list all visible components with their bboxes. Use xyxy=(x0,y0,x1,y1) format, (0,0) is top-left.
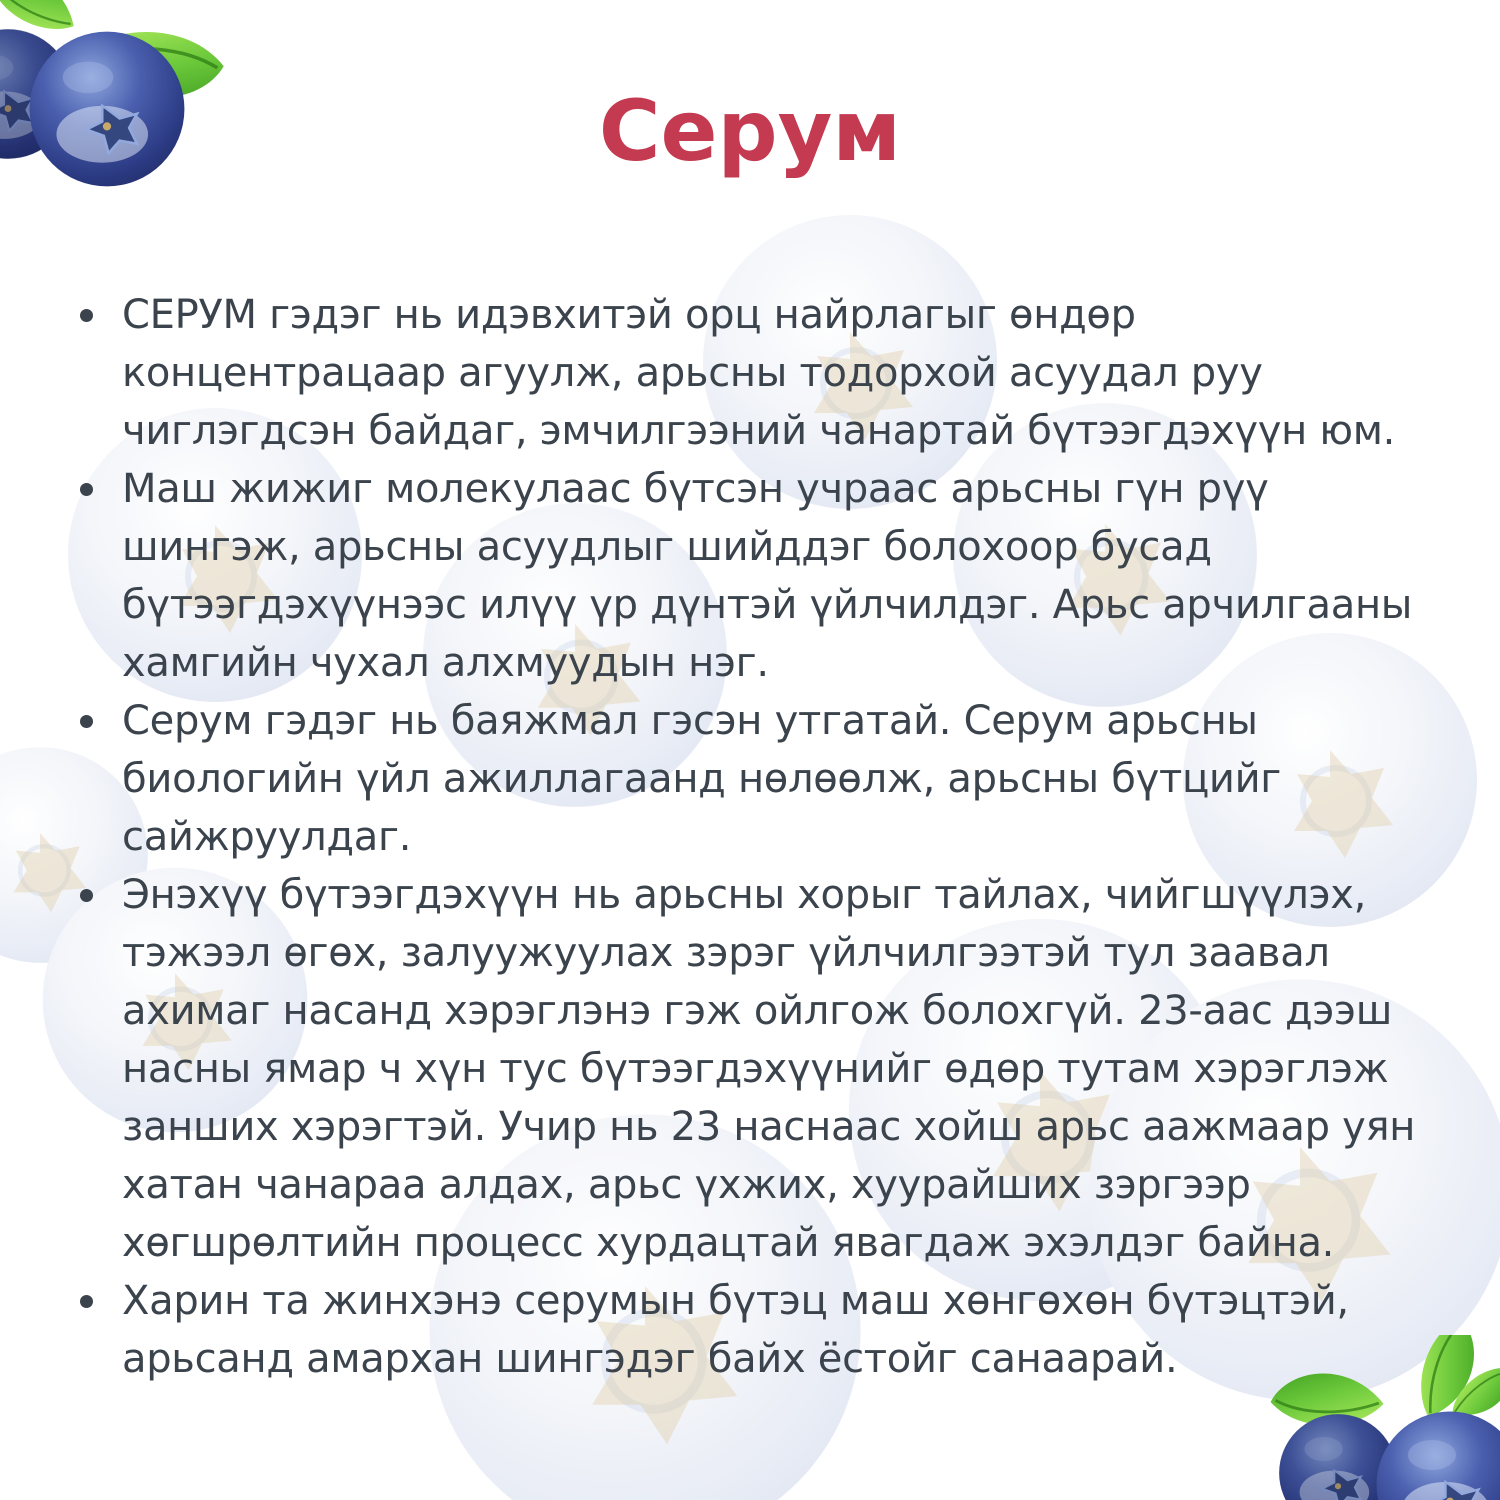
bullet-item: Харин та жинхэнэ серумын бүтэц маш хөнгөхөн бүтэцтэй, арьсанд амархан шингэдэг байх ёстойг санаарай. xyxy=(78,1272,1444,1388)
blueberry-icon xyxy=(1377,1412,1500,1500)
bullet-item: СЕРУМ гэдэг нь идэвхитэй орц найрлагыг өндөр концентрацаар агуулж, арьсны тодорхой асуудал руу чиглэгдсэн байдаг, эмчилгээний чанартай бүтээгдэхүүн юм. xyxy=(78,286,1444,460)
blueberries-top-left-image xyxy=(0,0,250,210)
bullet-item: Серум гэдэг нь баяжмал гэсэн утгатай. Серум арьсны биологийн үйл ажиллагаанд нөлөөлж, арьсны бүтцийг сайжруулдаг. xyxy=(78,692,1444,866)
page-title: Серум xyxy=(598,82,902,181)
blueberry-icon xyxy=(30,32,185,187)
bullet-item: Маш жижиг молекулаас бүтсэн учраас арьсны гүн рүү шингэж, арьсны асуудлыг шийддэг болохоор бусад бүтээгдэхүүнээс илүү үр дүнтэй үйлчилдэг. Арьс арчилгааны хамгийн чухал алхмуудын нэг. xyxy=(78,460,1444,692)
blueberries-bottom-right-image xyxy=(1270,1335,1500,1500)
bullet-list xyxy=(78,286,1444,1388)
bullet-item: Энэхүү бүтээгдэхүүн нь арьсны хорыг тайлах, чийгшүүлэх, тэжээл өгөх, залуужуулах зэрэг үйлчилгээтэй тул заавал ахимаг насанд хэрэглэнэ гэж ойлгож болохгүй. 23-аас дээш насны ямар ч хүн тус бүтээгдэхүүнийг өдөр тутам хэрэглэж занших хэрэгтэй. Учир нь 23 наснаас хойш арьс аажмаар уян хатан чанараа алдах, арьс үхжих, хуурайших зэргээр хөгшрөлтийн процесс хурдацтай явагдаж эхэлдэг байна. xyxy=(78,866,1444,1272)
body-text xyxy=(78,286,1444,1388)
